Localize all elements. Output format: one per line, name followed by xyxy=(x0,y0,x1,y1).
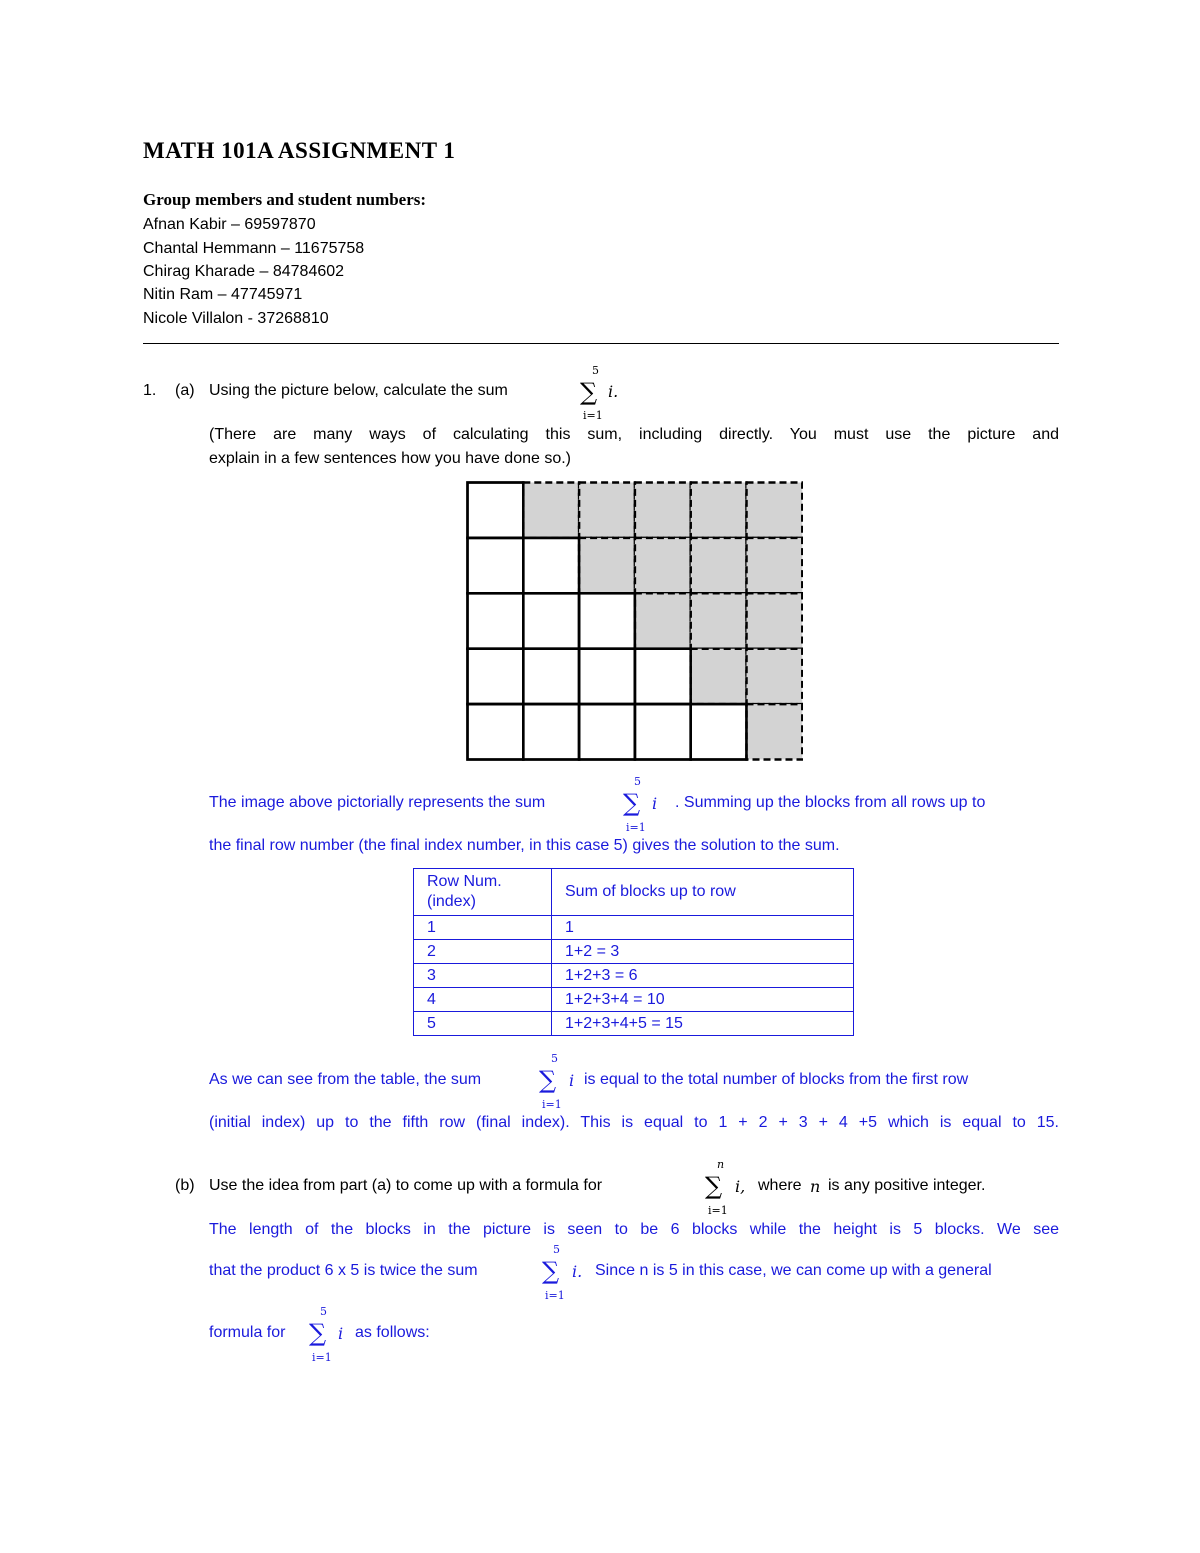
sum-lower-limit: i=1 xyxy=(542,1098,562,1111)
sum-upper-limit: 5 xyxy=(553,1243,560,1256)
white-block xyxy=(468,704,524,759)
sum-table xyxy=(413,868,854,1036)
sum-variable: i, xyxy=(735,1177,746,1196)
shaded-block xyxy=(691,593,747,648)
sum-lower-limit: i=1 xyxy=(583,409,603,422)
member-line: Chirag Kharade – 84784602 xyxy=(143,263,345,280)
sum-upper-limit: 5 xyxy=(551,1052,558,1065)
table-cell: 1 xyxy=(552,916,854,940)
sum-variable: i. xyxy=(572,1262,583,1281)
shaded-block xyxy=(747,483,803,538)
horizontal-rule xyxy=(143,343,1059,344)
sum-lower-limit: i=1 xyxy=(708,1204,728,1217)
table-row xyxy=(414,916,854,940)
answer-text: as follows: xyxy=(355,1324,430,1341)
white-block xyxy=(523,593,579,648)
sum-variable: i. xyxy=(608,382,619,401)
white-block xyxy=(579,593,635,648)
table-row xyxy=(414,964,854,988)
part-b-prompt: is any positive integer. xyxy=(828,1177,986,1194)
answer-text: The length of the blocks in the picture is seen to be 6 blocks while the height is 5 blocks. We see xyxy=(209,1221,1059,1238)
table-cell: 1+2+3+4 = 10 xyxy=(552,988,854,1012)
white-block xyxy=(523,538,579,593)
white-block xyxy=(468,649,524,704)
answer-text: As we can see from the table, the sum xyxy=(209,1071,482,1088)
white-block xyxy=(523,649,579,704)
answer-text: is equal to the total number of blocks from the first row xyxy=(584,1071,969,1088)
sum-lower-limit: i=1 xyxy=(545,1289,565,1302)
table-cell: 1 xyxy=(414,916,552,940)
part-b-prompt: where xyxy=(758,1177,802,1194)
sigma-symbol: ∑ xyxy=(623,789,641,817)
white-block xyxy=(579,704,635,759)
shaded-block xyxy=(635,538,691,593)
answer-text: The image above pictorially represents the sum xyxy=(209,794,546,811)
sum-variable: i xyxy=(652,794,658,813)
table-cell: 2 xyxy=(414,940,552,964)
shaded-block xyxy=(691,483,747,538)
table-row xyxy=(414,940,854,964)
table-header-row xyxy=(414,869,854,916)
answer-text: that the product 6 x 5 is twice the sum xyxy=(209,1262,478,1279)
part-b-prompt-variable: n xyxy=(810,1177,821,1196)
block-figure xyxy=(466,481,803,763)
white-block xyxy=(635,704,691,759)
table-cell: 4 xyxy=(414,988,552,1012)
table-cell: 3 xyxy=(414,964,552,988)
white-block xyxy=(468,538,524,593)
shaded-block xyxy=(635,593,691,648)
page-title: MATH 101A ASSIGNMENT 1 xyxy=(143,138,456,163)
sum-upper-limit: n xyxy=(717,1158,725,1171)
sum-upper-limit: 5 xyxy=(320,1305,327,1318)
white-block xyxy=(468,483,524,538)
sum-lower-limit: i=1 xyxy=(626,821,646,834)
sum-lower-limit: i=1 xyxy=(312,1351,332,1364)
sigma-symbol: ∑ xyxy=(580,378,598,406)
shaded-block xyxy=(747,649,803,704)
part-b-prompt: Use the idea from part (a) to come up with a formula for xyxy=(209,1177,603,1194)
shaded-block xyxy=(747,704,803,759)
group-heading: Group members and student numbers: xyxy=(143,190,427,209)
sum-variable: i xyxy=(569,1071,575,1090)
table-cell: 1+2+3 = 6 xyxy=(552,964,854,988)
answer-text: . Summing up the blocks from all rows up to xyxy=(675,794,986,811)
sum-upper-limit: 5 xyxy=(592,364,599,377)
part-a-label: (a) xyxy=(175,382,195,399)
part-a-note-line: explain in a few sentences how you have done so.) xyxy=(209,450,572,467)
shaded-block xyxy=(523,483,579,538)
table-cell: 5 xyxy=(414,1012,552,1036)
table-header-cell: Row Num. (index) xyxy=(414,869,552,916)
shaded-block xyxy=(691,538,747,593)
sum-variable: i xyxy=(338,1324,344,1343)
table-row xyxy=(414,1012,854,1036)
white-block xyxy=(691,704,747,759)
shaded-block xyxy=(579,483,635,538)
sigma-symbol: ∑ xyxy=(539,1066,557,1094)
answer-text: (initial index) up to the fifth row (final index). This is equal to 1 + 2 + 3 + 4 +5 which is equal to 15. xyxy=(209,1114,1059,1131)
part-b-label: (b) xyxy=(175,1177,195,1194)
sigma-symbol: ∑ xyxy=(309,1319,327,1347)
member-line: Nicole Villalon - 37268810 xyxy=(143,310,329,327)
member-line: Nitin Ram – 47745971 xyxy=(143,286,303,303)
part-a-note-line: (There are many ways of calculating this sum, including directly. You must use the picture and xyxy=(209,426,1059,443)
answer-text: Since n is 5 in this case, we can come up with a general xyxy=(595,1262,992,1279)
sigma-symbol: ∑ xyxy=(542,1257,560,1285)
sigma-symbol: ∑ xyxy=(705,1172,723,1200)
shaded-block xyxy=(579,538,635,593)
table-cell: 1+2 = 3 xyxy=(552,940,854,964)
white-block xyxy=(468,593,524,648)
table-cell: 1+2+3+4+5 = 15 xyxy=(552,1012,854,1036)
question-number: 1. xyxy=(143,382,157,399)
shaded-block xyxy=(747,538,803,593)
part-a-prompt: Using the picture below, calculate the sum xyxy=(209,382,508,399)
shaded-block xyxy=(747,593,803,648)
member-line: Chantal Hemmann – 11675758 xyxy=(143,240,365,257)
member-line: Afnan Kabir – 69597870 xyxy=(143,216,316,233)
table-row xyxy=(414,988,854,1012)
table-header-cell: Sum of blocks up to row xyxy=(552,869,854,916)
white-block xyxy=(635,649,691,704)
answer-text: the final row number (the final index number, in this case 5) gives the solution to the sum. xyxy=(209,837,840,854)
sum-upper-limit: 5 xyxy=(634,775,641,788)
white-block xyxy=(523,704,579,759)
shaded-block xyxy=(635,483,691,538)
answer-text: formula for xyxy=(209,1324,286,1341)
shaded-block xyxy=(691,649,747,704)
white-block xyxy=(579,649,635,704)
